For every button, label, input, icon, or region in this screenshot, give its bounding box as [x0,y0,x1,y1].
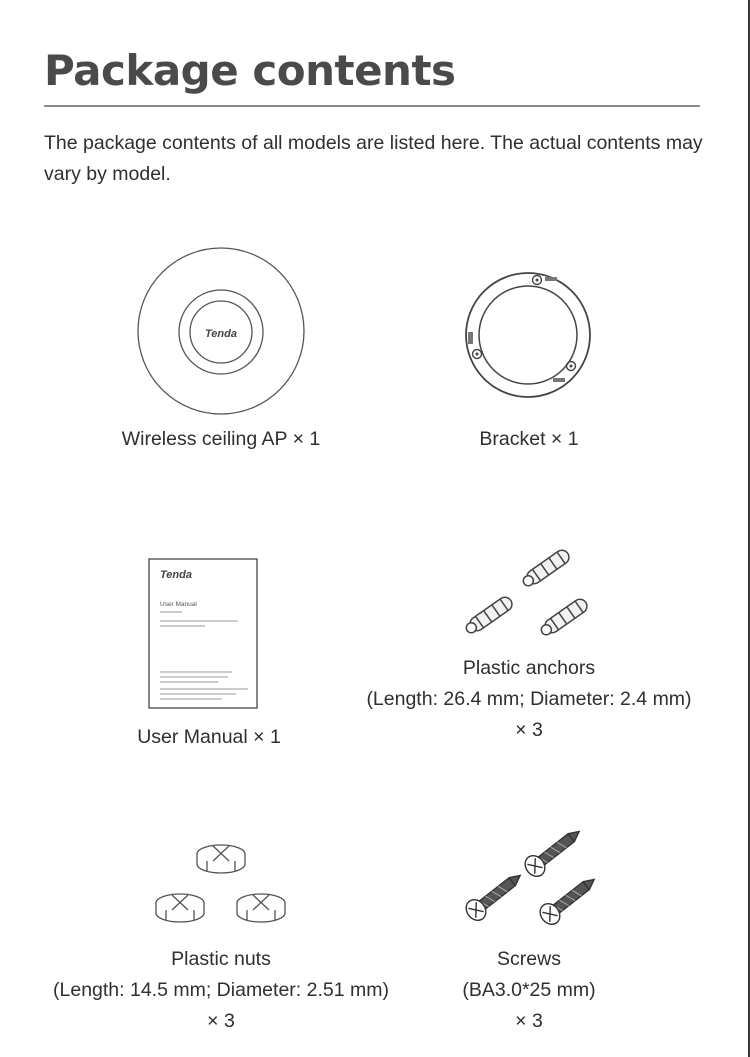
intro-text: The package contents of all models are listed here. The actual contents may vary by model. [44,132,703,185]
anchors-qty: × 3 [515,719,543,741]
anchors-name: Plastic anchors [462,657,596,679]
nuts-name: Plastic nuts [171,948,271,970]
anchors-spec: (Length: 26.4 mm; Diameter: 2.4 mm) [366,688,692,710]
page-title: Package contents [44,46,456,95]
nuts-qty: × 3 [207,1010,235,1032]
ap-logo: Tenda [205,328,237,340]
nuts-spec: (Length: 14.5 mm; Diameter: 2.51 mm) [53,979,389,1001]
screws-qty: × 3 [515,1010,543,1032]
manual-cover-title: User Manual [160,601,197,608]
manual-logo: Tenda [160,569,192,581]
bracket-caption: Bracket × 1 [479,428,579,450]
screws-spec: (BA3.0*25 mm) [462,979,596,1001]
ap-caption: Wireless ceiling AP × 1 [121,428,321,450]
manual-caption: User Manual × 1 [137,726,281,748]
screws-name: Screws [497,948,561,970]
